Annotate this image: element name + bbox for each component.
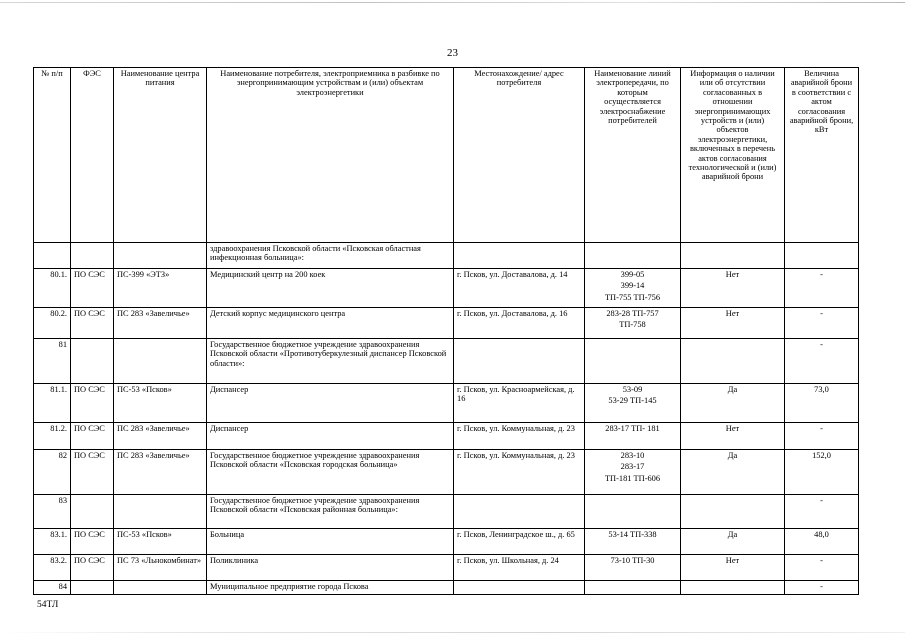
line-entry: 73-10 ТП-30 — [610, 556, 655, 565]
row-value: 152,0 — [785, 450, 859, 495]
table-row — [34, 339, 859, 384]
row-value: - — [785, 339, 859, 384]
header-value: Величина аварийной брони в соответствии с актом согласования аварийной брони, кВт — [785, 68, 859, 243]
header-fes: ФЭС — [71, 68, 114, 243]
row-fes: ПО СЭС — [71, 384, 114, 423]
header-consumer: Наименование потребителя, электроприемника в разбивке по энергопринимающим устройствам и (или) объектам электроэнергетики — [207, 68, 454, 243]
row-info: Нет — [681, 423, 785, 450]
row-fes — [71, 339, 114, 384]
row-fes: ПО СЭС — [71, 555, 114, 581]
row-fes: ПО СЭС — [71, 269, 114, 308]
line-entry: 283-17 — [620, 462, 645, 472]
row-fes: ПО СЭС — [71, 529, 114, 555]
row-consumer: Диспансер — [207, 384, 454, 423]
row-fes — [71, 243, 114, 269]
row-info: Нет — [681, 555, 785, 581]
row-center: ПС 283 «Завеличье» — [114, 423, 207, 450]
row-fes — [71, 495, 114, 529]
table-row — [34, 581, 859, 595]
row-location: г. Псков, ул. Доставалова, д. 14 — [454, 269, 585, 308]
table-row — [34, 450, 859, 495]
table-row — [34, 384, 859, 423]
line-entry: 399-05 — [620, 270, 645, 279]
row-consumer: Больница — [207, 529, 454, 555]
row-num: 83 — [34, 495, 71, 529]
header-lines: Наименование линий электропередачи, по которым осуществляется электроснабжение потребителей — [585, 68, 681, 243]
line-entry: 53-14 ТП-338 — [608, 530, 657, 539]
row-consumer: Диспансер — [207, 423, 454, 450]
table-header-row — [34, 68, 859, 243]
row-info — [681, 495, 785, 529]
row-lines — [585, 243, 681, 269]
row-center: ПС 283 «Завеличье» — [114, 450, 207, 495]
row-info: Да — [681, 450, 785, 495]
line-entry: ТП-181 ТП-606 — [604, 473, 661, 483]
row-center — [114, 581, 207, 595]
row-value: - — [785, 495, 859, 529]
row-fes: ПО СЭС — [71, 423, 114, 450]
table-row — [34, 423, 859, 450]
row-consumer: Детский корпус медицинского центра — [207, 308, 454, 339]
line-entry: ТП-755 ТП-756 — [604, 292, 661, 302]
table-row — [34, 243, 859, 269]
row-location: г. Псков, ул. Коммунальная, д. 23 — [454, 423, 585, 450]
row-value: - — [785, 581, 859, 595]
line-entry: 283-17 ТП- 181 — [605, 424, 660, 433]
table-body — [34, 243, 859, 595]
row-lines — [585, 423, 681, 450]
scan-artifact-bottom — [0, 632, 905, 633]
row-num — [34, 243, 71, 269]
row-consumer: Государственное бюджетное учреждение здравоохранения Псковской области «Псковская городская больница» — [207, 450, 454, 495]
row-value — [785, 243, 859, 269]
row-location — [454, 243, 585, 269]
line-entry: 399-14 — [620, 281, 645, 291]
row-lines — [585, 495, 681, 529]
row-lines — [585, 269, 681, 308]
row-num: 80.2. — [34, 308, 71, 339]
line-entry: 53-09 — [622, 385, 643, 394]
line-entry: 283-10 — [620, 451, 645, 460]
header-info: Информация о наличии или об отсутствии согласованных в отношении энергопринимающих устройств и (или) объектов электроэнергетики, включенных в перечень актов согласования технологической и (или) аварийной брони — [681, 68, 785, 243]
table-row — [34, 269, 859, 308]
row-num: 81.2. — [34, 423, 71, 450]
row-value: - — [785, 269, 859, 308]
row-location: г. Псков, Ленинградское ш., д. 65 — [454, 529, 585, 555]
row-fes: ПО СЭС — [71, 450, 114, 495]
row-lines — [585, 384, 681, 423]
row-location — [454, 339, 585, 384]
row-consumer: Медицинский центр на 200 коек — [207, 269, 454, 308]
row-consumer: Муниципальное предприятие города Пскова — [207, 581, 454, 595]
table-row — [34, 308, 859, 339]
row-info: Нет — [681, 269, 785, 308]
row-center — [114, 243, 207, 269]
row-info — [681, 581, 785, 595]
line-entry: 53-29 ТП-145 — [608, 396, 657, 406]
header-location: Местонахождение/ адрес потребителя — [454, 68, 585, 243]
table-row — [34, 529, 859, 555]
row-lines — [585, 450, 681, 495]
row-lines — [585, 339, 681, 384]
row-location: г. Псков, ул. Красноармейская, д. 16 — [454, 384, 585, 423]
row-location: г. Псков, ул. Коммунальная, д. 23 — [454, 450, 585, 495]
emergency-reserve-table — [33, 67, 859, 595]
table-row — [34, 495, 859, 529]
row-lines — [585, 529, 681, 555]
row-num: 80.1. — [34, 269, 71, 308]
row-center: ПС 283 «Завеличье» — [114, 308, 207, 339]
row-location — [454, 495, 585, 529]
row-consumer: здравоохранения Псковской области «Псковская областная инфекционная больница»: — [207, 243, 454, 269]
scan-artifact-top — [0, 2, 905, 3]
row-fes: ПО СЭС — [71, 308, 114, 339]
row-center: ПС 73 «Льнокомбинат» — [114, 555, 207, 581]
row-num: 81.1. — [34, 384, 71, 423]
row-fes — [71, 581, 114, 595]
row-center: ПС-53 «Псков» — [114, 529, 207, 555]
line-entry: 283-28 ТП-757 — [606, 309, 659, 318]
row-value: 73,0 — [785, 384, 859, 423]
row-lines — [585, 555, 681, 581]
line-entry: ТП-758 — [619, 320, 646, 330]
footer-code: 54ТЛ — [37, 600, 59, 610]
row-lines — [585, 308, 681, 339]
row-num: 84 — [34, 581, 71, 595]
row-info: Да — [681, 529, 785, 555]
table-row — [34, 555, 859, 581]
row-num: 82 — [34, 450, 71, 495]
row-consumer: Государственное бюджетное учреждение здравоохранения Псковской области «Псковская районная больница»: — [207, 495, 454, 529]
row-num: 83.1. — [34, 529, 71, 555]
row-location: г. Псков, ул. Доставалова, д. 16 — [454, 308, 585, 339]
row-value: - — [785, 555, 859, 581]
row-info — [681, 243, 785, 269]
row-location: г. Псков, ул. Школьная, д. 24 — [454, 555, 585, 581]
row-consumer: Государственное бюджетное учреждение здравоохранения Псковской области «Противотуберкулезный диспансер Псковской области»: — [207, 339, 454, 384]
row-consumer: Поликлиника — [207, 555, 454, 581]
row-center: ПС-53 «Псков» — [114, 384, 207, 423]
row-info — [681, 339, 785, 384]
row-value: - — [785, 308, 859, 339]
row-num: 83.2. — [34, 555, 71, 581]
header-num: № п/п — [34, 68, 71, 243]
row-num: 81 — [34, 339, 71, 384]
page-number: 23 — [447, 47, 458, 59]
row-center: ПС-399 «ЭТЗ» — [114, 269, 207, 308]
row-center — [114, 495, 207, 529]
header-center: Наименование центра питания — [114, 68, 207, 243]
row-value: 48,0 — [785, 529, 859, 555]
row-center — [114, 339, 207, 384]
row-location — [454, 581, 585, 595]
row-lines — [585, 581, 681, 595]
row-info: Да — [681, 384, 785, 423]
row-value: - — [785, 423, 859, 450]
row-info: Нет — [681, 308, 785, 339]
